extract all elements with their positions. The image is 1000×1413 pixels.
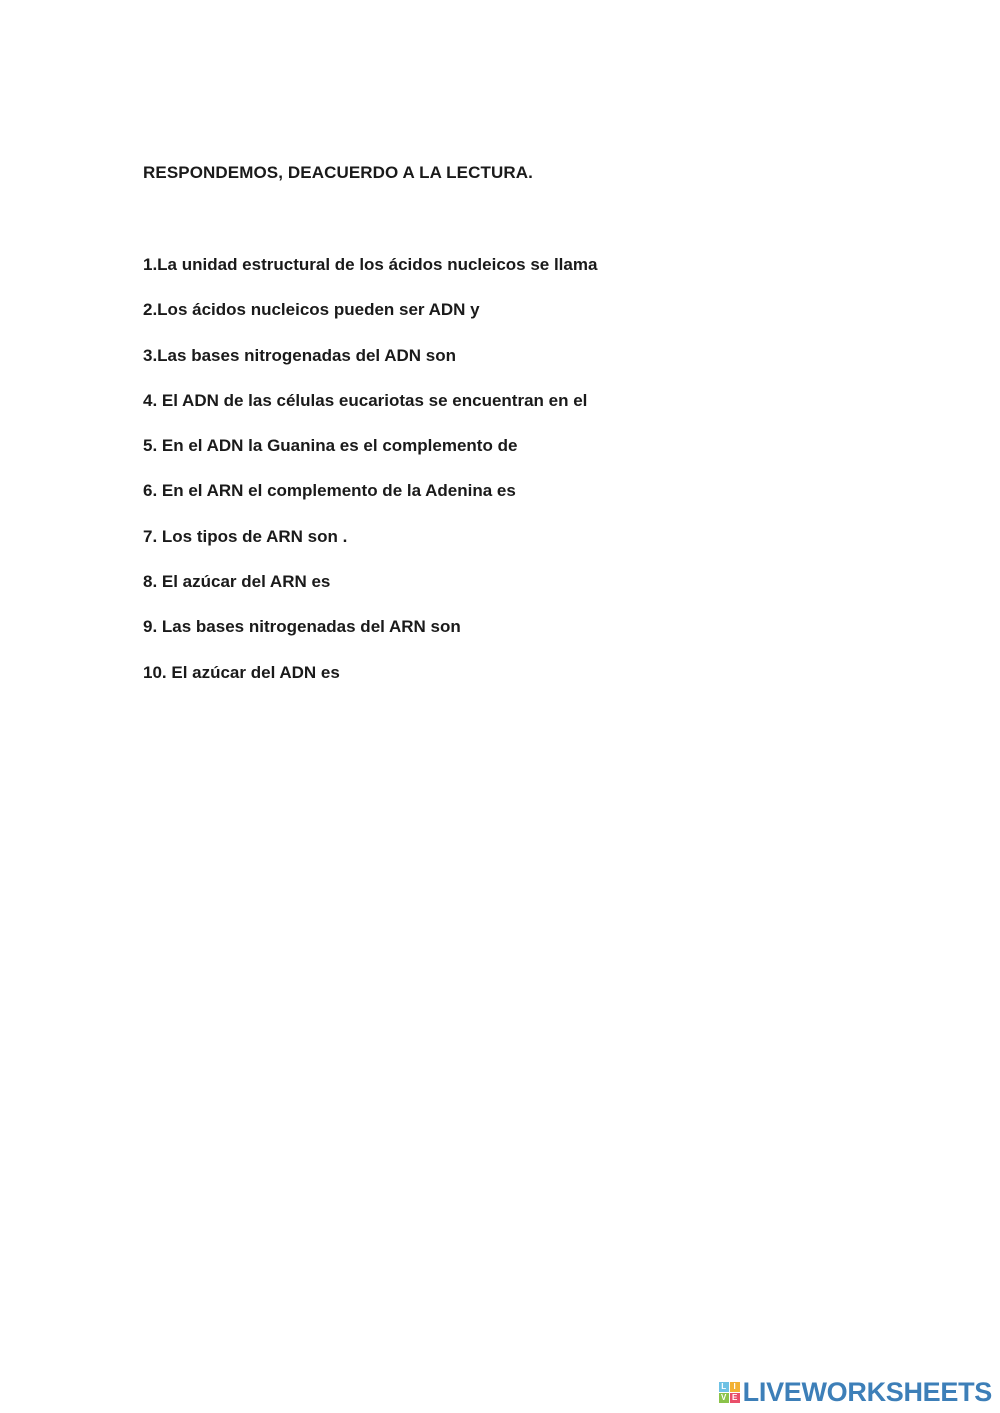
liveworksheets-watermark — [719, 1377, 992, 1407]
question-9: 9. Las bases nitrogenadas del ARN son — [143, 617, 461, 637]
question-1: 1.La unidad estructural de los ácidos nucleicos se llama — [143, 255, 598, 274]
question-10: 10. El azúcar del ADN es — [143, 662, 340, 682]
question-8: 8. El azúcar del ARN es — [143, 572, 331, 592]
question-5: 5. En el ADN la Guanina es el complemento de — [143, 436, 518, 456]
logo-letter-i: I — [730, 1382, 740, 1392]
worksheet-heading: RESPONDEMOS, DEACUERDO A LA LECTURA. — [143, 163, 533, 182]
liveworksheets-logo-icon — [719, 1382, 740, 1403]
question-6: 6. En el ARN el complemento de la Adenina es — [143, 481, 516, 501]
question-list — [143, 254, 597, 707]
logo-letter-v: V — [719, 1393, 729, 1403]
logo-letter-l: L — [719, 1382, 729, 1392]
liveworksheets-wordmark: LIVEWORKSHEETS — [742, 1377, 992, 1407]
question-4: 4. El ADN de las células eucariotas se encuentran en el — [143, 390, 588, 410]
question-3: 3.Las bases nitrogenadas del ADN son — [143, 345, 457, 365]
question-2: 2.Los ácidos nucleicos pueden ser ADN y — [143, 300, 480, 320]
logo-letter-e: E — [730, 1393, 740, 1403]
question-7: 7. Los tipos de ARN son . — [143, 526, 348, 546]
